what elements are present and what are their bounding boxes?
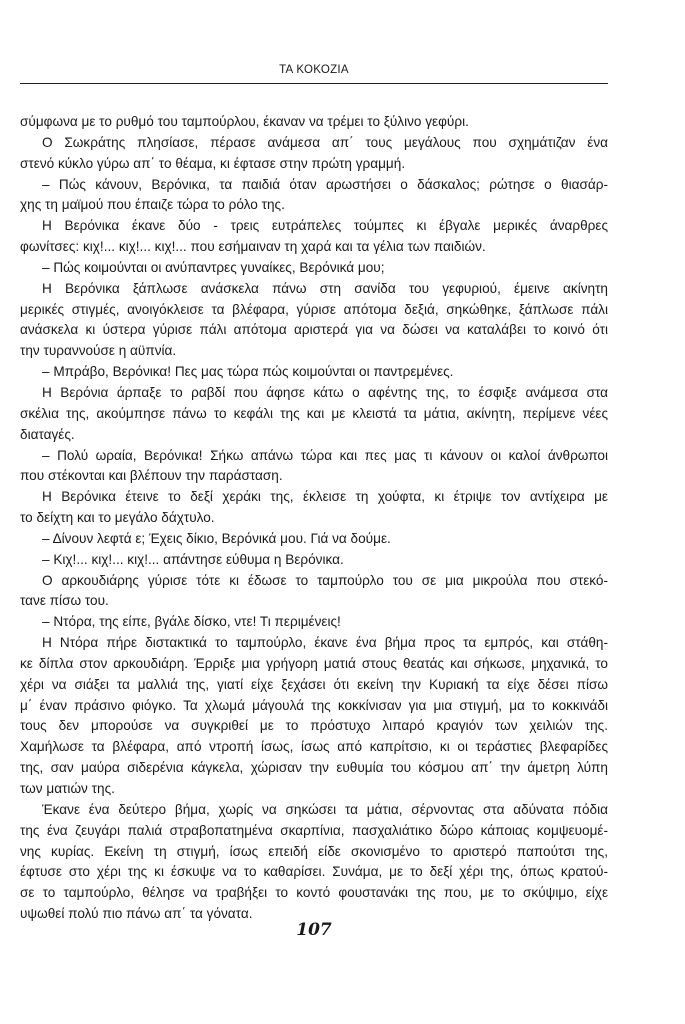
paragraph	[20, 258, 608, 279]
text-line: τους δεν μπορούσε να συγκριθεί με το πρόστυχο λιπαρό κραγιόν των χειλιών της.	[20, 718, 608, 734]
text-line: χης τη μαϊμού που έπαιζε τώρα το ρόλο της.	[20, 197, 285, 213]
text-line: Η Βερόνια άρπαξε το ραβδί που άφησε κάτω ο αφέντης της, το έσφιξε ανάμεσα στα	[42, 384, 608, 400]
paragraph	[20, 487, 608, 529]
text-line: το δείχτη και το μεγάλο δάχτυλο.	[20, 510, 215, 526]
text-line: Η Βερόνικα ξάπλωσε ανάσκελα πάνω στη σανίδα του γεφυριού, έμεινε ακίνητη	[42, 280, 608, 296]
text-line: νης κυρίας. Εκείνη τη στιγμή, ίσως επειδή είδε σκονισμένο το αριστερό παπούτσι της,	[20, 843, 608, 859]
paragraph	[20, 529, 608, 550]
text-line: στενό κύκλο γύρω απ΄ το θέαμα, κι έφτασε στην πρώτη γραμμή.	[20, 155, 406, 171]
paragraph	[20, 279, 608, 362]
page-number: 107	[296, 920, 332, 940]
text-line: – Δίνουν λεφτά ε; Έχεις δίκιο, Βερόνικά μου. Γιά να δούμε.	[42, 530, 391, 546]
text-line: φωνίτσες: κιχ!... κιχ!... κιχ!... που εσήμαιναν τη χαρά και τα γέλια των παιδιών.	[20, 239, 486, 255]
text-line: που στέκονται και βλέπουν την παράσταση.	[20, 468, 283, 484]
text-line: – Κιχ!... κιχ!... κιχ!... απάντησε εύθυμα η Βερόνικα.	[42, 551, 344, 567]
text-line: της, σαν μαύρα σιδερένια κάγκελα, χώρισαν την ευθυμία του κόσμου απ΄ την άμετρη λύπη	[20, 760, 608, 776]
text-line: την τυραννούσε η αϋπνία.	[20, 343, 177, 359]
text-line: Ο αρκουδιάρης γύρισε τότε κι έδωσε το ταμπούρλο του σε μια μικρούλα που στεκό-	[42, 572, 608, 588]
text-line: Η Ντόρα πήρε διστακτικά το ταμπούρλο, έκανε ένα βήμα προς τα εμπρός, και στάθη-	[42, 635, 608, 651]
text-line: – Πώς κοιμούνται οι ανύπαντρες γυναίκες, Βερόνικά μου;	[42, 259, 385, 275]
paragraph	[20, 133, 608, 175]
paragraph	[20, 612, 608, 633]
text-line: – Μπράβο, Βερόνικα! Πες μας τώρα πώς κοιμούνται οι παντρεμένες.	[42, 364, 454, 380]
text-line: χέρι να σιάξει τα μαλλιά της, γιατί είχε ξεχάσει ότι εκείνη την Κυριακή τα είχε δέσει πίσω	[20, 676, 608, 692]
text-line: Η Βερόνικα έτεινε το δεξί χεράκι της, έκλεισε τη χούφτα, κι έτριψε τον αντίχειρα με	[42, 489, 608, 505]
text-line: – Ντόρα, της είπε, βγάλε δίσκο, ντε! Τι περιμένεις!	[42, 614, 341, 630]
running-header: ΤΑ ΚΟΚΟΖΙΑ	[279, 64, 349, 76]
text-line: σε το ταμπούρλο, θέλησε να τραβήξει το κοντό φουστανάκι της που, με το σκύψιμο, είχε	[20, 885, 608, 901]
text-line: των ματιών της.	[20, 781, 115, 796]
paragraph	[20, 571, 608, 613]
text-line: ανάσκελα κι ύστερα γύρισε πάλι απότομα αριστερά για να δώσει να καταλάβει το κοινό ότι	[20, 322, 608, 338]
paragraph	[20, 216, 608, 258]
body-text	[20, 112, 608, 925]
text-line: Η Βερόνικα έκανε δύο - τρεις ευτράπελες τούμπες κι έβγαλε μερικές άναρθρες	[42, 218, 608, 234]
text-line: έφτυσε στο χέρι της κι έσκυψε να το καθαρίσει. Συνάμα, με το δεξί χέρι της, όπως κρατού-	[20, 864, 608, 880]
text-line: της ένα ζευγάρι παλιά στραβοπατημένα σκαρπίνια, πασχαλιάτικο δώρο κάποιας κομψευομέ-	[20, 822, 608, 838]
paragraph	[20, 112, 608, 133]
paragraph	[20, 800, 608, 925]
text-line: μερικές στιγμές, ανοιγόκλεισε τα βλέφαρα, γύρισε απότομα δεξιά, σηκώθηκε, ξάπλωσε πάλι	[20, 301, 608, 317]
text-line: υψωθεί πολύ πιο πάνω απ΄ τα γόνατα.	[20, 906, 253, 922]
paragraph	[20, 446, 608, 488]
text-line: διαταγές.	[20, 426, 75, 442]
text-line: Έκανε ένα δεύτερο βήμα, χωρίς να σηκώσει τα μάτια, σέρνοντας στα αδύνατα πόδια	[42, 801, 608, 817]
text-line: Χαμήλωσε τα βλέφαρα, από ντροπή ίσως, ίσως από καπρίτσιο, κι οι τεράστιες βλεφαρίδες	[20, 739, 608, 755]
paragraph	[20, 383, 608, 446]
text-line: σκέλια της, ακούμπησε πάνω το κεφάλι της και με κλειστά τα μάτια, ακίνητη, περίμενε νέες	[20, 405, 608, 421]
text-line: κε δίπλα στον αρκουδιάρη. Έρριξε μια γρήγορη ματιά στους θεατάς και σήκωσε, μηχανικά, το	[20, 655, 608, 671]
text-line: Ο Σωκράτης πλησίασε, πέρασε ανάμεσα απ΄ τους μεγάλους που σχημάτιζαν ένα	[42, 134, 608, 150]
text-line: – Πώς κάνουν, Βερόνικα, τα παιδιά όταν αρωστήσει ο δάσκαλος; ρώτησε ο θιασάρ-	[42, 176, 608, 192]
header-rule	[20, 83, 608, 84]
paragraph	[20, 633, 608, 800]
text-line: τανε πίσω του.	[20, 593, 109, 609]
text-line: μ΄ έναν πράσινο φιόγκο. Τα χλωμά μάγουλά της κοκκίνισαν για μια στιγμή, μα το κοκκινάδι	[20, 697, 608, 713]
paragraph	[20, 175, 608, 217]
paragraph	[20, 362, 608, 383]
text-line: – Πολύ ωραία, Βερόνικα! Σήκω απάνω τώρα και πες μας τι κάνουν οι καλοί άνθρωποι	[42, 447, 608, 463]
paragraph	[20, 550, 608, 571]
text-line: σύμφωνα με το ρυθμό του ταμπούρλου, έκαναν να τρέμει το ξύλινο γεφύρι.	[20, 114, 469, 129]
